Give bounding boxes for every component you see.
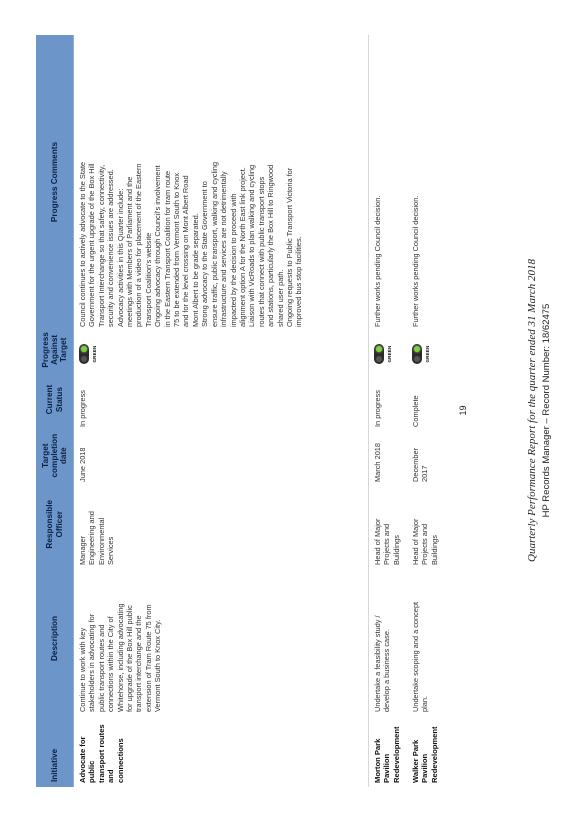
row-initiative: Walker Park Pavilion Redevelopment [411,726,439,783]
row-progress [74,331,368,373]
page-number: 19 [458,405,468,416]
table-header [36,35,74,787]
row-comments: Further works pending Council decision. [411,195,420,327]
report-title: Quarterly Performance Report for the quarter ended 31 March 2018 [526,259,538,562]
traffic-light-label: GREEN [424,345,430,363]
performance-table [36,35,447,787]
header-description: Description [49,615,59,661]
row-officer: Manager Engineering and Environmental Services [78,511,116,565]
row-officer: Head of Major Projects and Buildings [411,518,439,565]
row-target-date: December 2017 [411,447,430,482]
header-target-date: Target completion date [40,433,68,478]
header-initiative: Initiative [49,748,59,782]
traffic-light-label: GREEN [386,345,392,363]
record-number: HP Records Manager – Record Number: 18/62475 [541,303,552,518]
traffic-light-label: GREEN [91,345,97,363]
header-officer: Responsible Officer [45,499,64,549]
traffic-light-icon [412,343,432,365]
table-row [74,35,368,787]
row-description: Undertake scoping and a concept plan. [411,601,430,712]
traffic-light-icon [79,343,99,365]
row-comments: Council continues to actively advocate to the State Government for the urgent upgrade of the Box Hill Transport Interchange so that safety, connectivity, security and convenience issues are addressed. Advocacy activities in this Quarter include: meetings with Members of Parliament and the production of a video for placement of the Eastern Transport Coalition's website Ongoing advocacy through Council's involvement in the Eastern Transport Coalition for tram route 75 to be extended from Vermont South to Knox and for the level crossing on Mont Albert Road Mont Albert to be grade separated. Strong advocacy to the State Government to ensure traffic, public transport, walking and cycling infrastructure and services are not detrimentally impacted by the decision to proceed with alignment option A for the North East link project. Liaison with VicRoads to plan walking and cycling routes that connect with public transport stops and stations, particularly the Box Hill to Ringwood shared user path. Ongoing requests to Public Transport Victoria for improved bus stop facilities. [78,161,304,327]
row-description: Continue to work with key stakeholders in advocating for public transport routes and connections within the City of Whitehorse, including advocating for upgrade of the Box Hill public transport interchange and the extension of Tram Route 75 from Vermont South to Knox City. [78,603,163,712]
row-comments: Further works pending Council decision. [373,195,382,327]
header-comments: Progress Comments [49,141,59,223]
row-target-date: March 2018 [373,442,382,482]
header-progress: Progress Against Target [40,332,68,368]
row-initiative: Advocate for public transport routes and connections [78,724,125,783]
row-officer: Head of Major Projects and Buildings [373,518,401,565]
row-description: Undertake a feasibility study / develop a business case. [373,615,392,712]
row-status: In progress [373,390,382,427]
row-status: Complete [411,395,420,427]
table-row [407,35,447,787]
row-status: In progress [78,390,87,427]
header-status: Current Status [45,384,64,415]
row-progress [407,331,447,373]
row-initiative: Morton Park Pavilion Redevelopment [373,726,401,783]
table-row [369,35,407,787]
row-progress [369,331,407,373]
row-target-date: June 2018 [78,447,87,482]
traffic-light-icon [374,343,394,365]
